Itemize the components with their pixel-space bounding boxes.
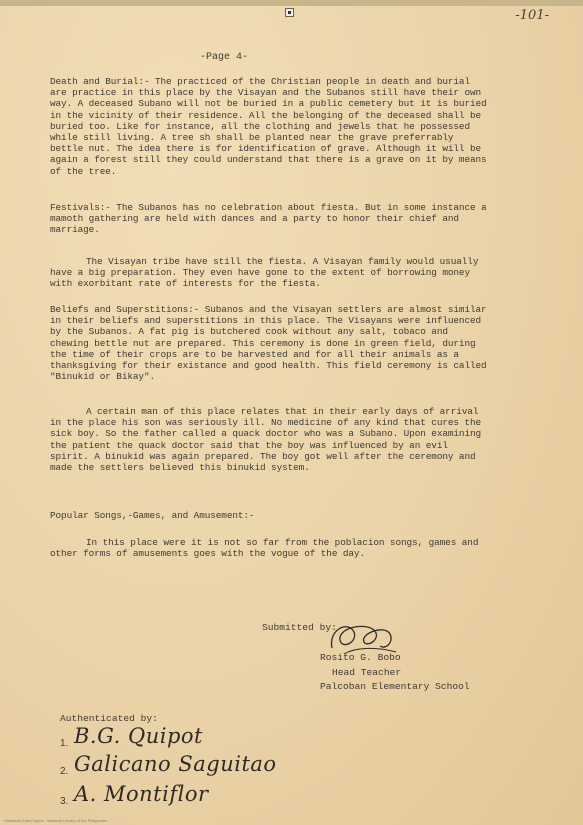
story-paragraph: A certain man of this place relates that in their early days of arrival in the place his son was seriously ill. No medicine of any kind that cures the sick boy. So the father called a quack doctor who was a Subano. Upon examining the patient the quack doctor said that the boy was influenced by an evil spirit. A binukid was again prepared. The boy got well after the ceremony and made the settlers believed this binukid system.	[50, 406, 482, 474]
submitter-school: Palcoban Elementary School	[320, 681, 470, 692]
binder-hole-mark	[285, 8, 294, 17]
authenticator-signature: Galicano Saguitao	[74, 752, 277, 776]
submitter-role: Head Teacher	[332, 667, 402, 678]
submitter-name: Rosito G. Bobo	[320, 652, 401, 663]
archive-stamp: Historical Data Papers · National Library of the Philippines	[4, 818, 107, 823]
page-edge	[0, 0, 583, 6]
popular-heading: Popular Songs,-Games, and Amusement:-	[50, 510, 255, 521]
authenticator-number: 3.	[60, 796, 69, 807]
popular-paragraph: In this place were it is not so far from the poblacion songs, games and other forms of amusements goes with the vogue of the day.	[50, 537, 479, 560]
page-title: -Page 4-	[200, 52, 249, 63]
visayan-fiesta-paragraph: The Visayan tribe have still the fiesta. A Visayan family would usually have a big preparation. They even have gone to the extent of borrowing money with exorbitant rate of interests for the fiesta.	[50, 256, 479, 290]
authenticated-by-label: Authenticated by:	[60, 713, 158, 724]
beliefs-paragraph: Beliefs and Superstitions:- Subanos and the Visayan settlers are almost similar in their beliefs and superstitions in this place. The Visayans were influenced by the Subanos. A fat pig is butchered cook without any salt, tobaco and chewing bettle nut are prepared. This ceremony is done in green field, during the time of their crops are to be harvested and for all their animals as a thanksgiving for their existance and good health. This field ceremony is called "Binukid or Bikay".	[50, 304, 487, 383]
festivals-paragraph: Festivals:- The Subanos has no celebration about fiesta. But in some instance a mamoth gathering are held with dances and a party to honor their chief and marriage.	[50, 202, 487, 236]
page-number: -101-	[515, 8, 549, 23]
authenticator-number: 1.	[60, 738, 69, 749]
authenticator-signature: B.G. Quipot	[74, 724, 203, 748]
authenticator-number: 2.	[60, 766, 69, 777]
submitted-by-label: Submitted by:	[262, 622, 337, 633]
authenticator-signature: A. Montiflor	[74, 782, 209, 806]
death-burial-paragraph: Death and Burial:- The practiced of the Christian people in death and burial are practice in this place by the Visayan and the Subanos still have their own way. A deceased Subano will not be buried in a public cemetery but it is buried in the vicinity of their residence. All the belonging of the deceased shall be buried too. Like for instance, all the clothing and jewels that he possessed while still living. A tree sh shall be planted near the grave preferrably bettle nut. The idea there is for identification of grave. Although it will be again a forest still they could understand that there is a grave on it by means of the tree.	[50, 76, 487, 177]
